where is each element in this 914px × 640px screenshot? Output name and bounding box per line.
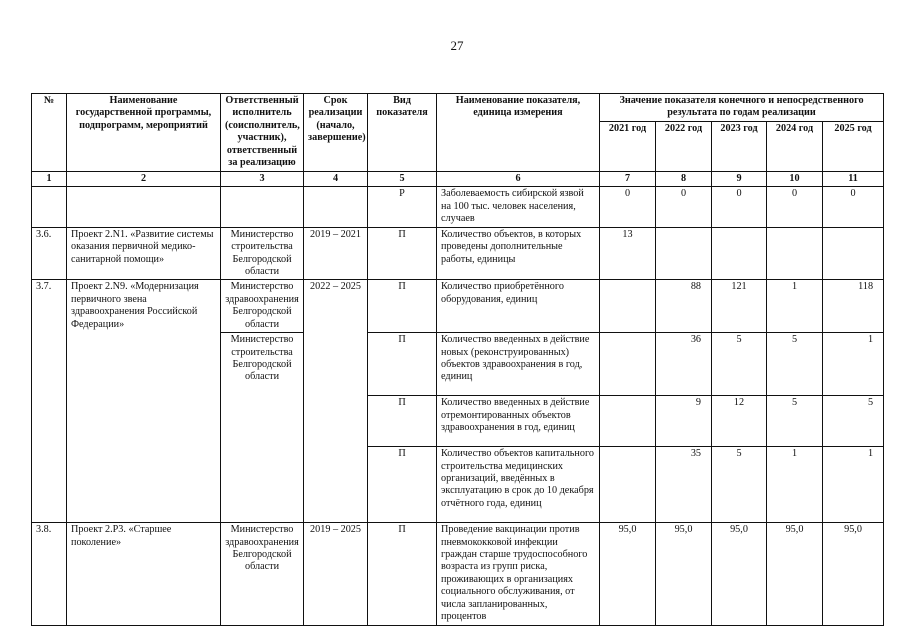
header-year: 2023 год <box>712 121 767 171</box>
value-2025 <box>823 227 884 280</box>
project-name: Проект 2.N9. «Модернизация первичного звена здравоохранения Российской Федерации» <box>67 280 221 523</box>
value-2022: 95,0 <box>656 523 712 626</box>
value-2023: 121 <box>712 280 767 333</box>
header-name: Наименование государственной программы, подпрограмм, мероприятий <box>67 94 221 172</box>
table-row <box>32 227 884 280</box>
header-values: Значение показателя конечного и непосредственного результата по годам реализации <box>600 94 884 122</box>
indicator-name: Заболеваемость сибирской язвой на 100 тыс. человек населения, случаев <box>437 187 600 227</box>
indicator-name: Количество объектов капитального строительства медицинских организаций, введённых в эксплуатацию в срок до 10 декабря отчётного года, единиц <box>437 447 600 523</box>
indicator-type: П <box>368 333 437 396</box>
column-number: 6 <box>437 171 600 186</box>
header-no: № <box>32 94 67 172</box>
term: 2022 – 2025 <box>304 280 368 523</box>
indicator-type: П <box>368 280 437 333</box>
column-number: 7 <box>600 171 656 186</box>
term <box>304 187 368 227</box>
value-2021 <box>600 396 656 447</box>
value-2023: 95,0 <box>712 523 767 626</box>
header-year: 2022 год <box>656 121 712 171</box>
value-2025: 1 <box>823 447 884 523</box>
indicator-type: П <box>368 396 437 447</box>
project-name: Проект 2.Р3. «Старшее поколение» <box>67 523 221 626</box>
value-2022: 9 <box>656 396 712 447</box>
value-2021: 95,0 <box>600 523 656 626</box>
header-type: Вид показателя <box>368 94 437 172</box>
column-number: 9 <box>712 171 767 186</box>
indicator-type: П <box>368 523 437 626</box>
header-year: 2025 год <box>823 121 884 171</box>
value-2022: 36 <box>656 333 712 396</box>
column-number: 10 <box>767 171 823 186</box>
indicator-type: П <box>368 227 437 280</box>
row-number <box>32 187 67 227</box>
executor: Министерство строительства Белгородской области <box>221 227 304 280</box>
value-2021 <box>600 447 656 523</box>
header-year: 2024 год <box>767 121 823 171</box>
value-2023: 5 <box>712 447 767 523</box>
value-2024: 5 <box>767 396 823 447</box>
value-2023: 0 <box>712 187 767 227</box>
value-2023 <box>712 227 767 280</box>
executor <box>221 187 304 227</box>
indicator-name: Количество введенных в действие отремонтированных объектов здравоохранения в год, единиц <box>437 396 600 447</box>
indicator-name: Проведение вакцинации против пневмококковой инфекции граждан старше трудоспособного возраста из групп риска, проживающих в организациях социального обслуживания, от числа запланированных, процентов <box>437 523 600 626</box>
value-2024: 0 <box>767 187 823 227</box>
column-number: 8 <box>656 171 712 186</box>
value-2024: 1 <box>767 447 823 523</box>
value-2024: 1 <box>767 280 823 333</box>
value-2022 <box>656 227 712 280</box>
term: 2019 – 2021 <box>304 227 368 280</box>
value-2025: 1 <box>823 333 884 396</box>
value-2022: 88 <box>656 280 712 333</box>
project-name: Проект 2.N1. «Развитие системы оказания первичной медико-санитарной помощи» <box>67 227 221 280</box>
executor: Министерство здравоохранения Белгородской области <box>221 280 304 333</box>
column-number: 11 <box>823 171 884 186</box>
value-2021: 13 <box>600 227 656 280</box>
value-2024: 95,0 <box>767 523 823 626</box>
term: 2019 – 2025 <box>304 523 368 626</box>
column-number: 5 <box>368 171 437 186</box>
row-number: 3.7. <box>32 280 67 523</box>
table-row <box>32 523 884 626</box>
indicator-type: Р <box>368 187 437 227</box>
header-executor: Ответственный исполнитель (соисполнитель, участник), ответственный за реализацию <box>221 94 304 172</box>
value-2025: 5 <box>823 396 884 447</box>
indicator-name: Количество введенных в действие новых (реконструированных) объектов здравоохранения в год, единиц <box>437 333 600 396</box>
indicator-type: П <box>368 447 437 523</box>
value-2021 <box>600 280 656 333</box>
project-name <box>67 187 221 227</box>
executor: Министерство здравоохранения Белгородской области <box>221 523 304 626</box>
row-number: 3.6. <box>32 227 67 280</box>
value-2024: 5 <box>767 333 823 396</box>
header-indicator: Наименование показателя, единица измерения <box>437 94 600 172</box>
table-row <box>32 187 884 227</box>
column-number: 2 <box>67 171 221 186</box>
indicator-name: Количество объектов, в которых проведены дополнительные работы, единицы <box>437 227 600 280</box>
row-number: 3.8. <box>32 523 67 626</box>
value-2024 <box>767 227 823 280</box>
header-row <box>32 94 884 122</box>
value-2021 <box>600 333 656 396</box>
value-2025: 118 <box>823 280 884 333</box>
header-term: Срок реализации (начало, завершение) <box>304 94 368 172</box>
column-number-row <box>32 171 884 186</box>
executor: Министерство строительства Белгородской области <box>221 333 304 523</box>
column-number: 3 <box>221 171 304 186</box>
value-2022: 35 <box>656 447 712 523</box>
program-table <box>31 93 884 626</box>
value-2025: 95,0 <box>823 523 884 626</box>
table-row <box>32 280 884 333</box>
value-2023: 12 <box>712 396 767 447</box>
header-year: 2021 год <box>600 121 656 171</box>
value-2023: 5 <box>712 333 767 396</box>
value-2021: 0 <box>600 187 656 227</box>
indicator-name: Количество приобретённого оборудования, единиц <box>437 280 600 333</box>
value-2022: 0 <box>656 187 712 227</box>
column-number: 4 <box>304 171 368 186</box>
column-number: 1 <box>32 171 67 186</box>
value-2025: 0 <box>823 187 884 227</box>
page-number: 27 <box>450 38 464 53</box>
